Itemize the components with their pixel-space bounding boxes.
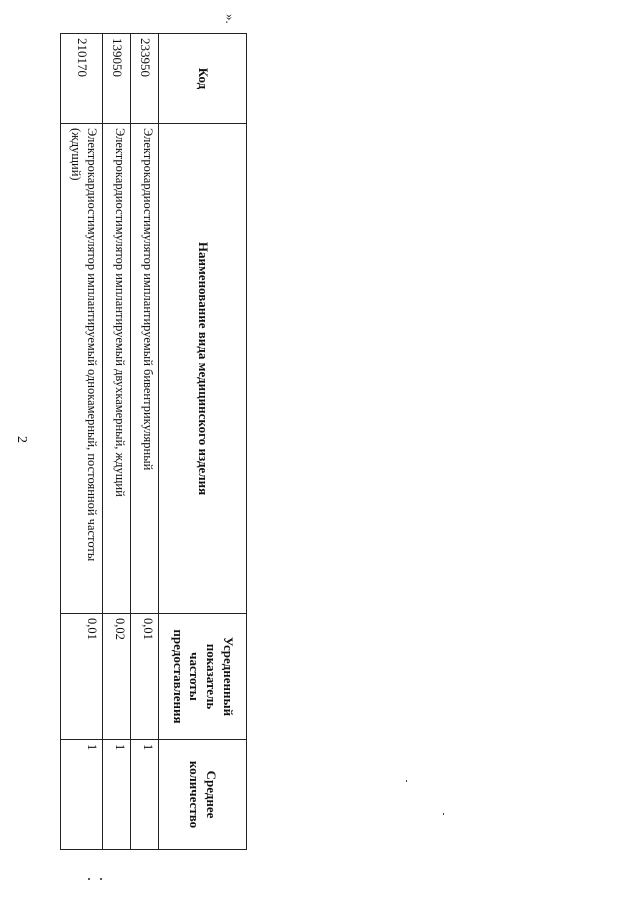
header-frequency: Усредненный показатель частоты предоставления	[159, 614, 247, 740]
cell-code: 139050	[103, 34, 131, 124]
cell-name: Электрокардиостимулятор имплантируемый двухкамерный, ждущий	[103, 124, 131, 614]
header-code: Код	[159, 34, 247, 124]
table-header-row	[159, 34, 247, 850]
cell-frequency: 0,01	[131, 614, 159, 740]
table-row	[131, 34, 159, 850]
medical-devices-table-wrapper	[61, 33, 247, 849]
header-quantity: Среднее количество	[159, 740, 247, 850]
header-name: Наименование вида медицинского изделия	[159, 124, 247, 614]
cell-code: 210170	[61, 34, 103, 124]
cell-quantity: 1	[103, 740, 131, 850]
cell-frequency: 0,02	[103, 614, 131, 740]
table-row	[103, 34, 131, 850]
scan-speck	[88, 878, 90, 880]
closing-quote: ».	[223, 14, 238, 24]
table-row	[61, 34, 103, 850]
cell-quantity: 1	[61, 740, 103, 850]
scan-speck	[443, 813, 444, 815]
medical-devices-table	[60, 33, 247, 850]
scan-speck	[406, 780, 407, 782]
page-number: 2	[14, 436, 29, 443]
cell-name: Электрокардиостимулятор имплантируемый бивентрикулярный	[131, 124, 159, 614]
cell-name: Электрокардиостимулятор имплантируемый однокамерный, постоянной частоты (ждущий)	[61, 124, 103, 614]
cell-quantity: 1	[131, 740, 159, 850]
scan-speck	[100, 878, 102, 880]
cell-frequency: 0,01	[61, 614, 103, 740]
cell-code: 233950	[131, 34, 159, 124]
